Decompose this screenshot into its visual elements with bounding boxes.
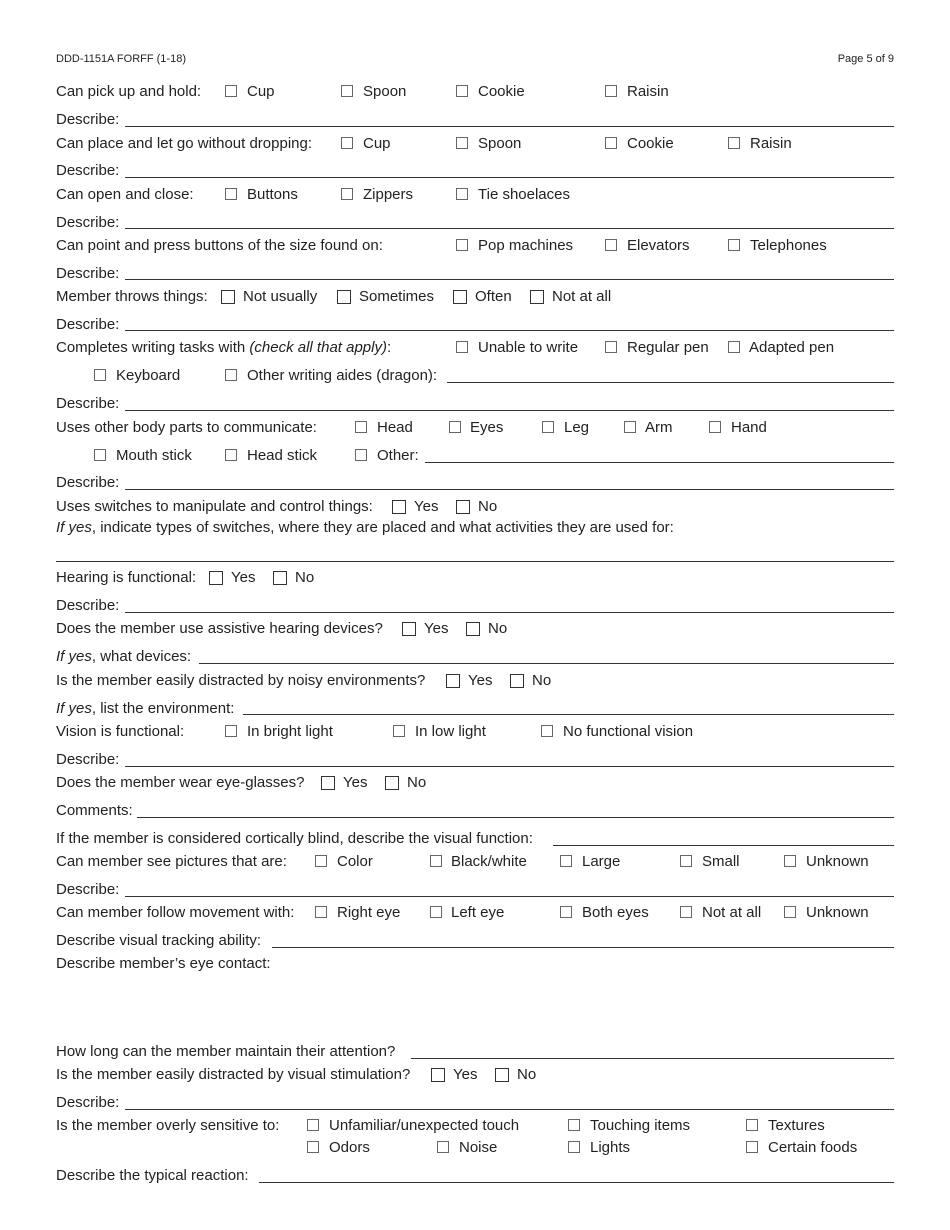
option-label: Small: [702, 853, 740, 870]
vision-bright-checkbox[interactable]: [225, 725, 237, 737]
option-label: Zippers: [363, 186, 414, 203]
option-label: Spoon: [363, 83, 407, 100]
no-label: No: [478, 498, 498, 515]
reaction-field[interactable]: [259, 1182, 894, 1183]
pickup-cookie-checkbox[interactable]: [456, 85, 468, 97]
bodyparts-other-checkbox[interactable]: [355, 449, 367, 461]
describe-label: Describe:: [56, 1094, 120, 1111]
option-label: Pop machines: [478, 237, 574, 254]
describe-label: Describe:: [56, 265, 120, 282]
pointpress-telephones-checkbox[interactable]: [728, 239, 740, 251]
openclose-zippers-checkbox[interactable]: [341, 188, 353, 200]
option-label: Mouth stick: [116, 447, 192, 464]
option-label: Head stick: [247, 447, 318, 464]
writing-label: Completes writing tasks with (check all that apply):: [56, 339, 392, 356]
describe-label: Describe:: [56, 316, 120, 333]
yes-label: Yes: [414, 498, 439, 515]
placego-describe-field[interactable]: [125, 177, 894, 178]
attention-field[interactable]: [411, 1058, 894, 1059]
pickup-describe-field[interactable]: [125, 126, 894, 127]
comments-label: Comments:: [56, 802, 133, 819]
hearing-devices-ifyes-label: If yes, what devices:: [56, 648, 192, 665]
bodyparts-label: Uses other body parts to communicate:: [56, 419, 317, 436]
cortical-field[interactable]: [553, 845, 894, 846]
option-label: Not at all: [552, 288, 612, 305]
throws-often-checkbox[interactable]: [453, 290, 467, 304]
option-label: Sometimes: [359, 288, 435, 305]
pickup-label: Can pick up and hold:: [56, 83, 202, 100]
movement-lefteye-checkbox[interactable]: [430, 906, 442, 918]
option-label: Raisin: [750, 135, 792, 152]
placego-cup-checkbox[interactable]: [341, 137, 353, 149]
writing-unable-checkbox[interactable]: [456, 341, 468, 353]
vision-none-checkbox[interactable]: [541, 725, 553, 737]
noisy-ifyes-label: If yes, list the environment:: [56, 700, 235, 717]
throws-label: Member throws things:: [56, 288, 208, 305]
hearing-label: Hearing is functional:: [56, 569, 197, 586]
pictures-large-checkbox[interactable]: [560, 855, 572, 867]
vision-label: Vision is functional:: [56, 723, 185, 740]
writing-keyboard-checkbox[interactable]: [94, 369, 106, 381]
movement-notatall-checkbox[interactable]: [680, 906, 692, 918]
throws-notusually-checkbox[interactable]: [221, 290, 235, 304]
option-label: Right eye: [337, 904, 401, 921]
option-label: Eyes: [470, 419, 504, 436]
writing-describe-field[interactable]: [125, 410, 894, 411]
hearing-no-checkbox[interactable]: [273, 571, 287, 585]
yes-label: Yes: [468, 672, 493, 689]
writing-regularpen-checkbox[interactable]: [605, 341, 617, 353]
hearing-devices-label: Does the member use assistive hearing devices?: [56, 620, 383, 637]
openclose-shoelaces-checkbox[interactable]: [456, 188, 468, 200]
describe-label: Describe:: [56, 751, 120, 768]
vision-describe-field[interactable]: [125, 766, 894, 767]
visual-stim-yes-checkbox[interactable]: [431, 1068, 445, 1082]
option-label: Raisin: [627, 83, 669, 100]
yes-label: Yes: [424, 620, 449, 637]
writing-other-field[interactable]: [447, 382, 894, 383]
pickup-cup-checkbox[interactable]: [225, 85, 237, 97]
tracking-field[interactable]: [272, 947, 894, 948]
placego-cookie-checkbox[interactable]: [605, 137, 617, 149]
pictures-label: Can member see pictures that are:: [56, 853, 287, 870]
option-label: Textures: [768, 1117, 825, 1134]
noisy-yes-checkbox[interactable]: [446, 674, 460, 688]
bodyparts-leg-checkbox[interactable]: [542, 421, 554, 433]
no-label: No: [407, 774, 427, 791]
option-label: Cookie: [627, 135, 674, 152]
option-label: Buttons: [247, 186, 298, 203]
eye-contact-label: Describe member’s eye contact:: [56, 955, 271, 972]
no-label: No: [295, 569, 315, 586]
noisy-label: Is the member easily distracted by noisy environments?: [56, 672, 426, 689]
option-label: Telephones: [750, 237, 827, 254]
reaction-label: Describe the typical reaction:: [56, 1167, 249, 1184]
option-label: Unknown: [806, 904, 869, 921]
visual-stim-describe-field[interactable]: [125, 1109, 894, 1110]
sensitive-textures-checkbox[interactable]: [746, 1119, 758, 1131]
pictures-small-checkbox[interactable]: [680, 855, 692, 867]
hearing-yes-checkbox[interactable]: [209, 571, 223, 585]
option-label: Unknown: [806, 853, 869, 870]
bodyparts-head-checkbox[interactable]: [355, 421, 367, 433]
bodyparts-headstick-checkbox[interactable]: [225, 449, 237, 461]
yes-label: Yes: [231, 569, 256, 586]
no-label: No: [488, 620, 508, 637]
option-label: Black/white: [451, 853, 527, 870]
sensitive-odors-checkbox[interactable]: [307, 1141, 319, 1153]
bodyparts-hand-checkbox[interactable]: [709, 421, 721, 433]
pointpress-pop-checkbox[interactable]: [456, 239, 468, 251]
bodyparts-other-field[interactable]: [425, 462, 894, 463]
describe-label: Describe:: [56, 214, 120, 231]
page-number: Page 5 of 9: [837, 53, 894, 65]
switches-no-checkbox[interactable]: [456, 500, 470, 514]
describe-label: Describe:: [56, 162, 120, 179]
form-id: DDD-1151A FORFF (1-18): [56, 53, 186, 65]
option-label: Unable to write: [478, 339, 579, 356]
glasses-comments-field[interactable]: [137, 817, 894, 818]
bodyparts-eyes-checkbox[interactable]: [449, 421, 461, 433]
sensitive-label: Is the member overly sensitive to:: [56, 1117, 280, 1134]
hearing-devices-field[interactable]: [199, 663, 894, 664]
pickup-raisin-checkbox[interactable]: [605, 85, 617, 97]
switches-yes-checkbox[interactable]: [392, 500, 406, 514]
openclose-buttons-checkbox[interactable]: [225, 188, 237, 200]
option-label: Arm: [645, 419, 673, 436]
openclose-describe-field[interactable]: [125, 228, 894, 229]
option-label: Adapted pen: [749, 339, 835, 356]
movement-unknown-checkbox[interactable]: [784, 906, 796, 918]
sensitive-lights-checkbox[interactable]: [568, 1141, 580, 1153]
option-label: Other writing aides (dragon):: [247, 367, 438, 384]
describe-label: Describe:: [56, 474, 120, 491]
sensitive-touchingitems-checkbox[interactable]: [568, 1119, 580, 1131]
option-label: Noise: [459, 1139, 498, 1156]
option-label: Unfamiliar/unexpected touch: [329, 1117, 520, 1134]
switches-describe-field[interactable]: [56, 561, 894, 562]
no-label: No: [517, 1066, 537, 1083]
describe-label: Describe:: [56, 597, 120, 614]
option-label: Other:: [377, 447, 419, 464]
movement-botheyes-checkbox[interactable]: [560, 906, 572, 918]
bodyparts-describe-field[interactable]: [125, 489, 894, 490]
pickup-spoon-checkbox[interactable]: [341, 85, 353, 97]
pictures-color-checkbox[interactable]: [315, 855, 327, 867]
option-label: Head: [377, 419, 413, 436]
glasses-no-checkbox[interactable]: [385, 776, 399, 790]
option-label: Cup: [363, 135, 391, 152]
option-label: Spoon: [478, 135, 522, 152]
movement-righteye-checkbox[interactable]: [315, 906, 327, 918]
option-label: Leg: [564, 419, 590, 436]
option-label: Keyboard: [116, 367, 181, 384]
option-label: Often: [475, 288, 512, 305]
option-label: In low light: [415, 723, 486, 740]
switches-label: Uses switches to manipulate and control things:: [56, 498, 373, 515]
pointpress-label: Can point and press buttons of the size found on:: [56, 237, 383, 254]
option-label: No functional vision: [563, 723, 694, 740]
tracking-label: Describe visual tracking ability:: [56, 932, 262, 949]
describe-label: Describe:: [56, 111, 120, 128]
writing-other-checkbox[interactable]: [225, 369, 237, 381]
pictures-unknown-checkbox[interactable]: [784, 855, 796, 867]
option-label: Tie shoelaces: [478, 186, 570, 203]
hearing-describe-field[interactable]: [125, 612, 894, 613]
option-label: In bright light: [247, 723, 333, 740]
writing-adaptedpen-checkbox[interactable]: [728, 341, 740, 353]
throws-notatall-checkbox[interactable]: [530, 290, 544, 304]
pictures-describe-field[interactable]: [125, 896, 894, 897]
noisy-no-checkbox[interactable]: [510, 674, 524, 688]
bodyparts-mouthstick-checkbox[interactable]: [94, 449, 106, 461]
cortical-label: If the member is considered cortically blind, describe the visual function:: [56, 830, 533, 847]
option-label: Lights: [590, 1139, 631, 1156]
placego-label: Can place and let go without dropping:: [56, 135, 313, 152]
hearing-devices-no-checkbox[interactable]: [466, 622, 480, 636]
vision-low-checkbox[interactable]: [393, 725, 405, 737]
option-label: Cookie: [478, 83, 525, 100]
option-label: Regular pen: [627, 339, 709, 356]
sensitive-foods-checkbox[interactable]: [746, 1141, 758, 1153]
hearing-devices-yes-checkbox[interactable]: [402, 622, 416, 636]
option-label: Elevators: [627, 237, 690, 254]
yes-label: Yes: [343, 774, 368, 791]
openclose-label: Can open and close:: [56, 186, 194, 203]
option-label: Left eye: [451, 904, 505, 921]
option-label: Certain foods: [768, 1139, 858, 1156]
sensitive-noise-checkbox[interactable]: [437, 1141, 449, 1153]
pointpress-describe-field[interactable]: [125, 279, 894, 280]
option-label: Cup: [247, 83, 275, 100]
throws-describe-field[interactable]: [125, 330, 894, 331]
option-label: Color: [337, 853, 373, 870]
option-label: Large: [582, 853, 621, 870]
glasses-label: Does the member wear eye-glasses?: [56, 774, 305, 791]
option-label: Touching items: [590, 1117, 691, 1134]
movement-label: Can member follow movement with:: [56, 904, 295, 921]
attention-label: How long can the member maintain their attention?: [56, 1043, 396, 1060]
placego-raisin-checkbox[interactable]: [728, 137, 740, 149]
pictures-bw-checkbox[interactable]: [430, 855, 442, 867]
option-label: Hand: [731, 419, 767, 436]
visual-stim-label: Is the member easily distracted by visual stimulation?: [56, 1066, 411, 1083]
option-label: Odors: [329, 1139, 370, 1156]
switches-ifyes-label: If yes, indicate types of switches, where they are placed and what activities they are used for:: [56, 519, 674, 536]
noisy-environment-field[interactable]: [243, 714, 894, 715]
glasses-yes-checkbox[interactable]: [321, 776, 335, 790]
visual-stim-no-checkbox[interactable]: [495, 1068, 509, 1082]
describe-label: Describe:: [56, 395, 120, 412]
option-label: Both eyes: [582, 904, 649, 921]
option-label: Not usually: [243, 288, 318, 305]
sensitive-touch-checkbox[interactable]: [307, 1119, 319, 1131]
option-label: Not at all: [702, 904, 762, 921]
no-label: No: [532, 672, 552, 689]
describe-label: Describe:: [56, 881, 120, 898]
bodyparts-arm-checkbox[interactable]: [624, 421, 636, 433]
placego-spoon-checkbox[interactable]: [456, 137, 468, 149]
pointpress-elevators-checkbox[interactable]: [605, 239, 617, 251]
throws-sometimes-checkbox[interactable]: [337, 290, 351, 304]
yes-label: Yes: [453, 1066, 478, 1083]
